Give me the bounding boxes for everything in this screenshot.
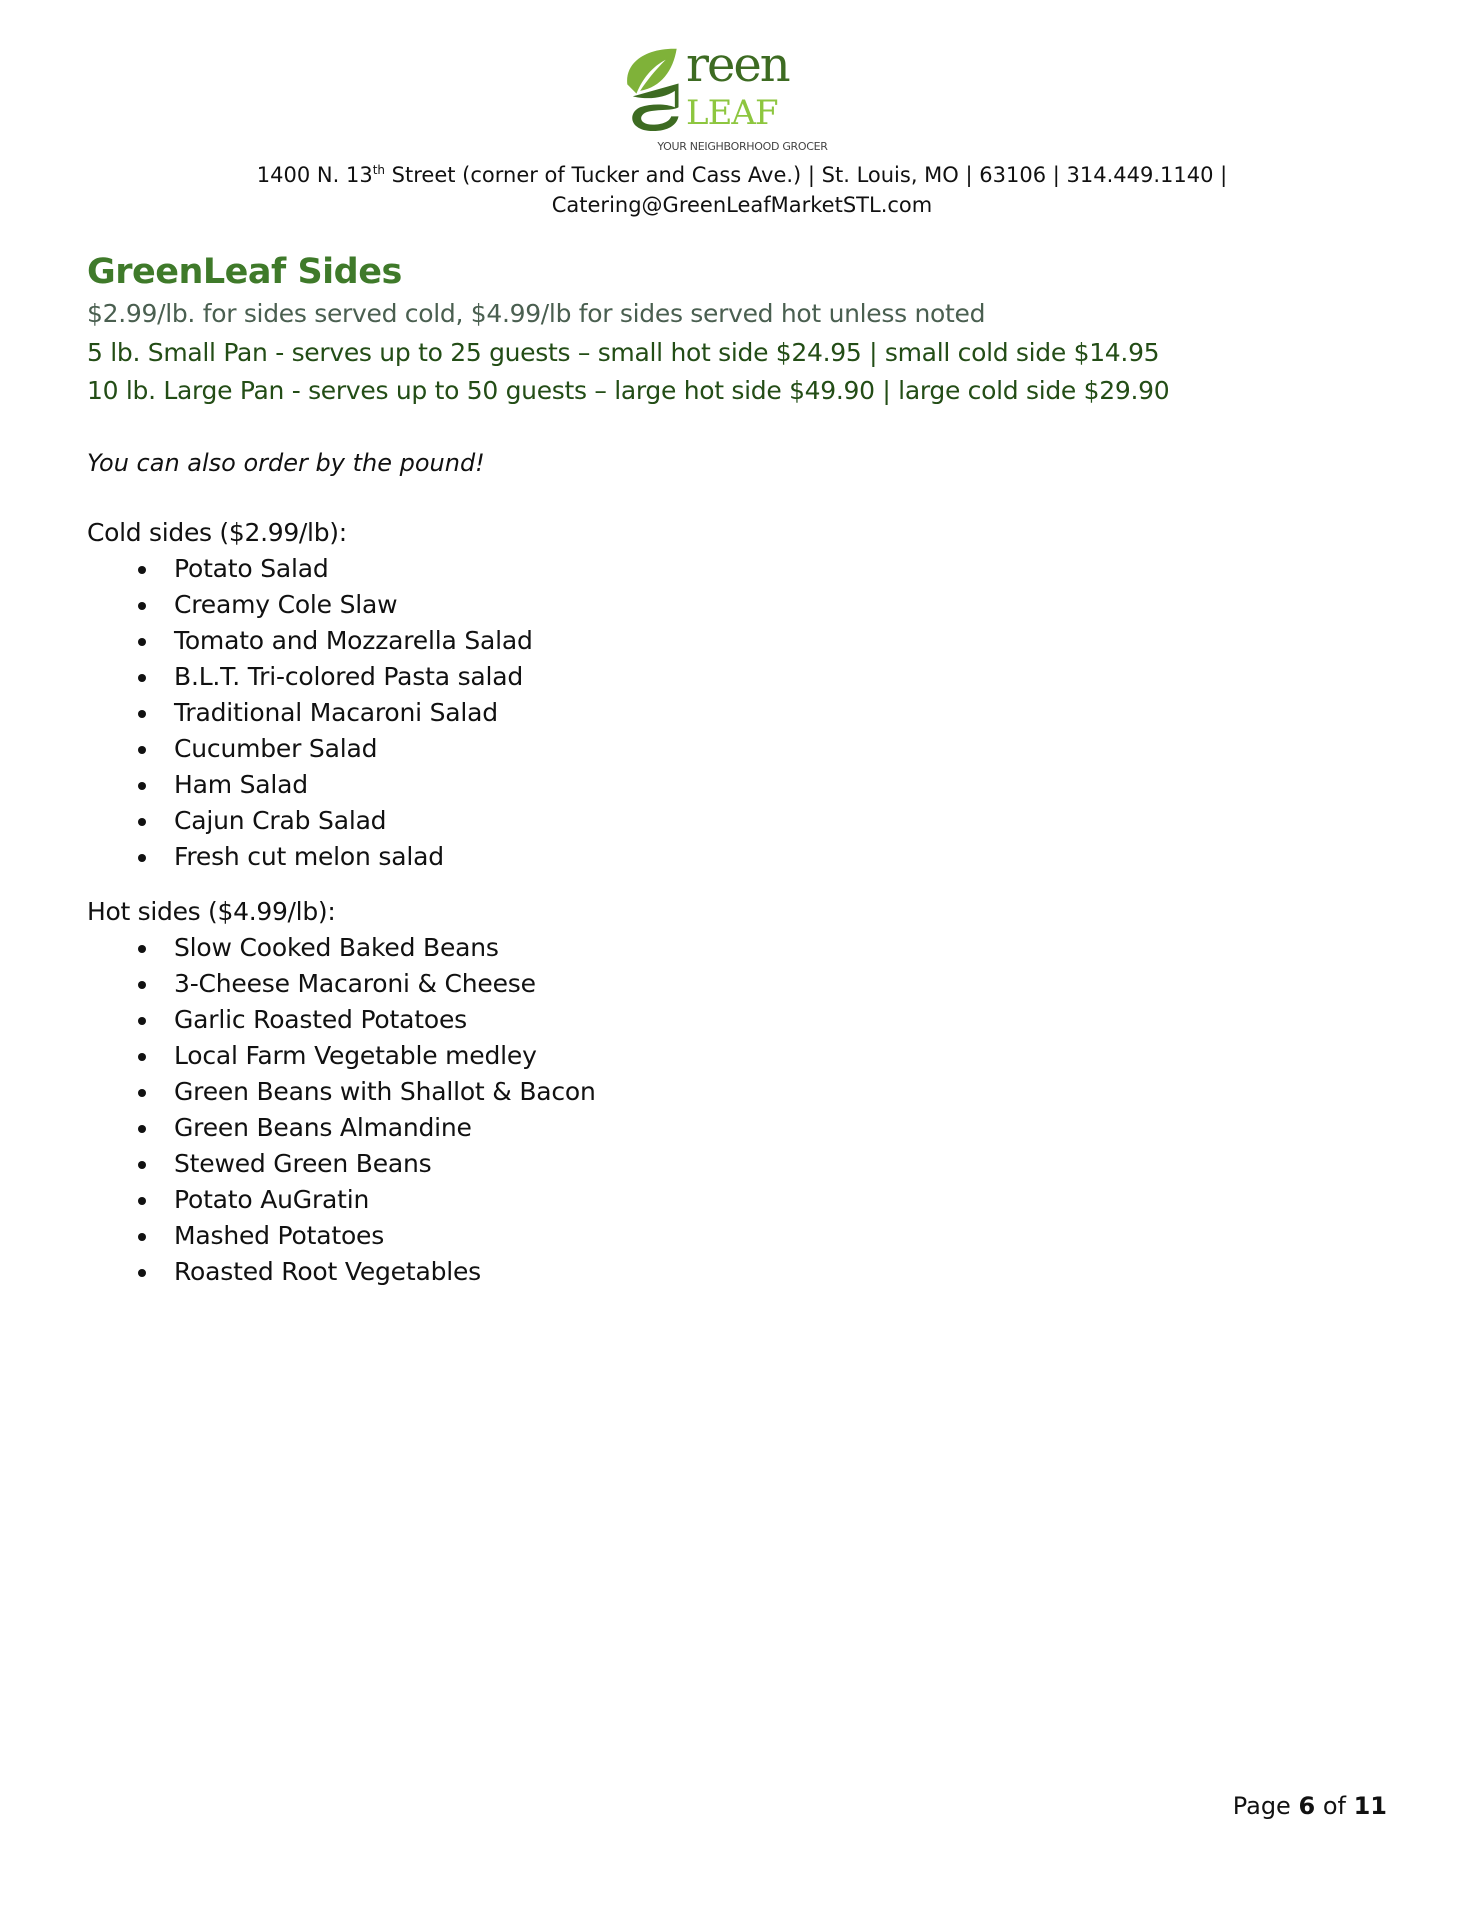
address-line: 1400 N. 13th Street (corner of Tucker and Cass Ave.) | St. Louis, MO | 63106 | 314.449.1140 | (256, 163, 1228, 187)
list-item: Potato Salad (87, 551, 533, 587)
list-item: Potato AuGratin (87, 1182, 596, 1218)
hot-sides-list (87, 930, 596, 1290)
list-item: Local Farm Vegetable medley (87, 1038, 596, 1074)
list-item: Fresh cut melon salad (87, 839, 533, 875)
list-item: Ham Salad (87, 767, 533, 803)
logo-word-reen: reen (686, 37, 789, 93)
list-item: Traditional Macaroni Salad (87, 695, 533, 731)
list-item: Green Beans with Shallot & Bacon (87, 1074, 596, 1110)
order-by-pound-note: You can also order by the pound! (87, 449, 485, 477)
greenleaf-logo (620, 37, 865, 156)
email-link[interactable]: Catering@GreenLeafMarketSTL.com (551, 193, 933, 217)
hot-sides-heading: Hot sides ($4.99/lb): (87, 897, 336, 926)
list-item: Stewed Green Beans (87, 1146, 596, 1182)
list-item: B.L.T. Tri-colored Pasta salad (87, 659, 533, 695)
list-item: Tomato and Mozzarella Salad (87, 623, 533, 659)
list-item: Cajun Crab Salad (87, 803, 533, 839)
leaf-g-icon (620, 42, 684, 136)
list-item: Roasted Root Vegetables (87, 1254, 596, 1290)
logo-tagline: YOUR NEIGHBORHOOD GROCER (657, 140, 828, 153)
pricing-line-large-pan: 10 lb. Large Pan - serves up to 50 guests – large hot side $49.90 | large cold side $29.90 (87, 376, 1170, 405)
pricing-line-small-pan: 5 lb. Small Pan - serves up to 25 guests – small hot side $24.95 | small cold side $14.95 (87, 338, 1160, 367)
list-item: Creamy Cole Slaw (87, 587, 533, 623)
page-title: GreenLeaf Sides (87, 252, 402, 292)
pricing-line-per-pound: $2.99/lb. for sides served cold, $4.99/lb for sides served hot unless noted (87, 299, 986, 328)
list-item: Cucumber Salad (87, 731, 533, 767)
cold-sides-list (87, 551, 533, 875)
list-item: 3-Cheese Macaroni & Cheese (87, 966, 596, 1002)
list-item: Garlic Roasted Potatoes (87, 1002, 596, 1038)
cold-sides-heading: Cold sides ($2.99/lb): (87, 518, 347, 547)
logo-word-leaf: LEAF (686, 93, 778, 133)
list-item: Green Beans Almandine (87, 1110, 596, 1146)
list-item: Slow Cooked Baked Beans (87, 930, 596, 966)
page-number: Page 6 of 11 (1232, 1792, 1387, 1820)
list-item: Mashed Potatoes (87, 1218, 596, 1254)
